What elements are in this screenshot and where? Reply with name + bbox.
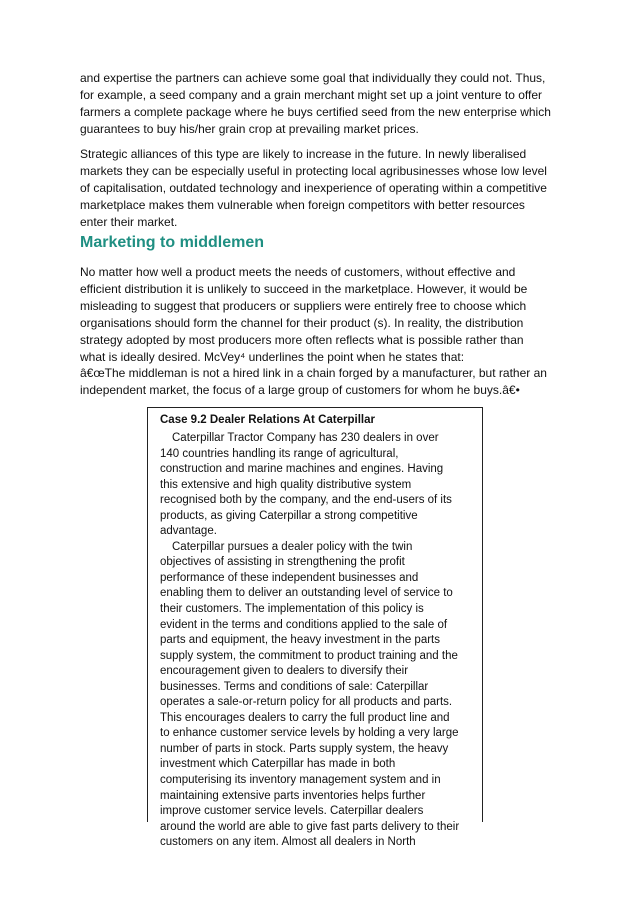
case-line: objectives of assisting in strengthening the profit [160,556,405,569]
case-line: businesses. Terms and conditions of sale: Caterpillar [160,680,429,693]
case-line: encouragement given to dealers to diversify their [160,665,409,678]
text-line: for example, a seed company and a grain merchant might set up a joint venture to offer [80,88,543,102]
paragraph-joint-venture [80,70,560,138]
text-line: Strategic alliances of this type are likely to increase in the future. In newly liberalised [80,147,527,161]
case-line: This encourages dealers to carry the full product line and [160,711,450,724]
text-line: No matter how well a product meets the needs of customers, without effective and [80,265,516,279]
text-line: and expertise the partners can achieve some goal that individually they could not. Thus, [80,71,546,85]
paragraph-distribution [80,264,560,366]
text-line: what is ideally desired. McVey⁴ underlines the point when he states that: [80,350,465,364]
text-line: independent market, the focus of a large group of customers for whom he buys.â€• [80,383,520,397]
case-line: parts and equipment, the heavy investment in the parts [160,634,440,647]
case-line: Caterpillar pursues a dealer policy with the twin [172,540,413,553]
case-study-title: Case 9.2 Dealer Relations At Caterpillar [160,414,375,426]
case-line: evident in the terms and conditions applied to the sale of [160,618,448,631]
case-line: investment which Caterpillar has made in both [160,758,396,771]
text-line: farmers a complete package where he buys certified seed from the new enterprise which [80,105,551,119]
text-line: guarantees to buy his/her grain crop at prevailing market prices. [80,122,419,136]
case-study-body [160,431,480,851]
case-line: construction and marine machines and engines. Having [160,463,444,476]
text-line: of capitalisation, outdated technology and inexperience of operating within a competitive [80,181,547,195]
case-line: Caterpillar Tractor Company has 230 dealers in over [172,432,439,444]
text-line: strategy adopted by most producers more often reflects what is possible rather than [80,333,524,347]
case-line: maintaining extensive parts inventories helps further [160,789,426,802]
case-line: performance of these independent businesses and [160,571,419,584]
text-line: misleading to suggest that producers or suppliers were entirely free to choose which [80,299,527,313]
case-line: enabling them to deliver an outstanding level of service to [160,587,453,600]
section-heading: Marketing to middlemen [80,234,265,251]
case-line: improve customer service levels. Caterpillar dealers [160,805,424,818]
case-line: customers on any item. Almost all dealers in North [160,836,416,849]
case-line: recognised both by the company, and the end-users of its [160,494,452,507]
case-line: operates a sale-or-return policy for all products and parts. [160,696,453,709]
paragraph-strategic-alliances [80,146,560,231]
text-line: markets they can be especially useful in protecting local agribusinesses whose low level [80,164,547,178]
text-line: enter their market. [80,215,178,229]
text-line: marketplace makes them vulnerable when foreign competitors with better resources [80,198,525,212]
case-line: around the world are able to give fast parts delivery to their [160,820,460,833]
case-line: to enhance customer service levels by holding a very large [160,727,459,740]
case-line: this extensive and high quality distributive system [160,478,412,491]
case-line: their customers. The implementation of this policy is [160,603,424,616]
case-line: number of parts in stock. Parts supply system, the heavy [160,742,449,755]
paragraph-quote [80,365,560,399]
case-line: supply system, the commitment to product training and the [160,649,458,662]
case-line: advantage. [160,525,217,538]
case-line: products, as giving Caterpillar a strong competitive [160,509,418,522]
case-line: computerising its inventory management system and in [160,774,441,787]
text-line: â€œThe middleman is not a hired link in a chain forged by a manufacturer, but rather an [80,366,547,380]
text-line: efficient distribution it is unlikely to succeed in the marketplace. However, it would be [80,282,528,296]
case-line: 140 countries handling its range of agricultural, [160,447,399,460]
text-line: organisations should form the channel for their product (s). In reality, the distribution [80,316,524,330]
